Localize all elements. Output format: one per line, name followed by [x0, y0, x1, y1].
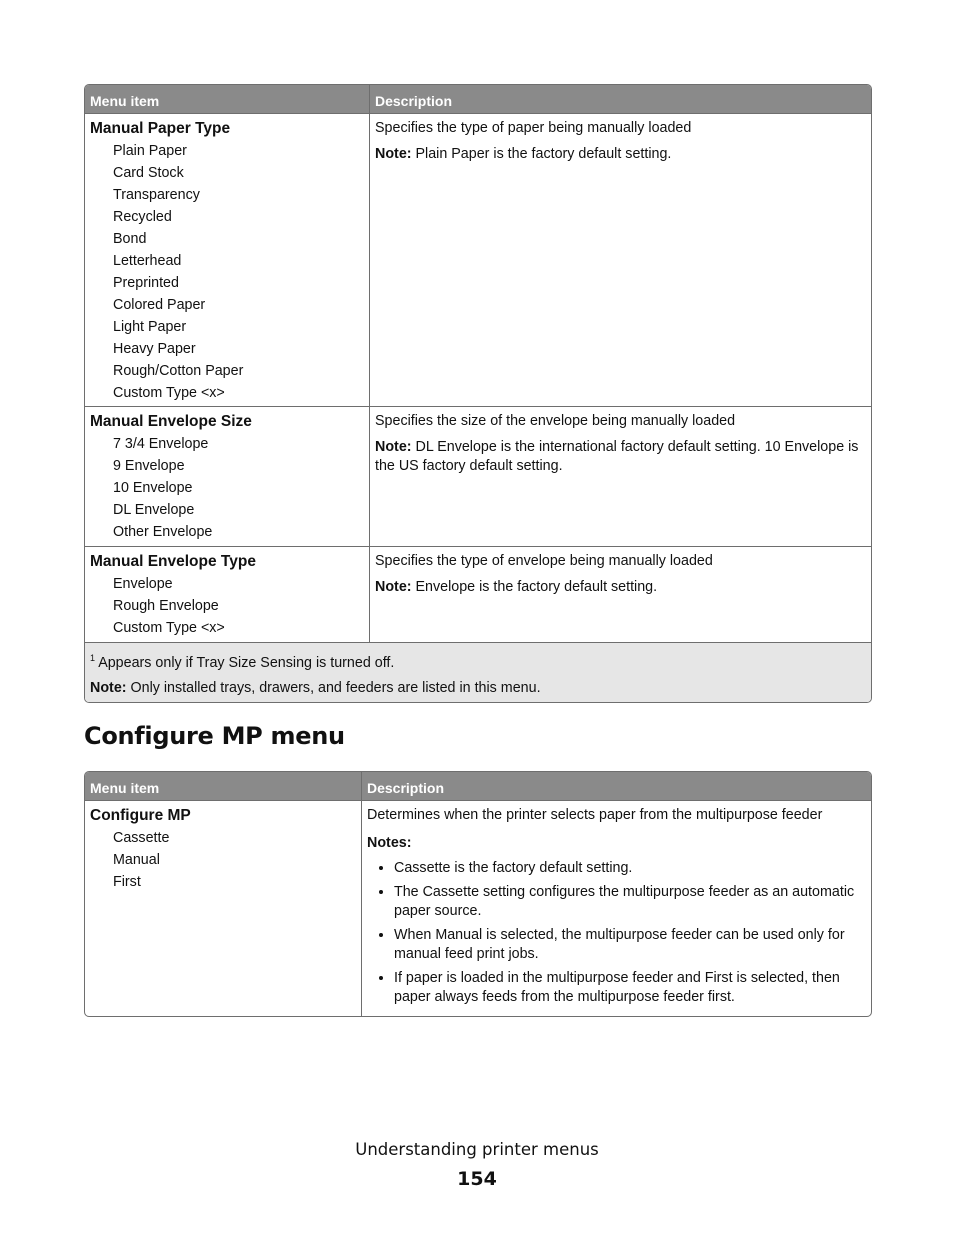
row-description: Specifies the type of paper being manually loaded — [375, 120, 692, 136]
row-note — [375, 145, 867, 164]
menu-option: Custom Type <x> — [113, 620, 225, 636]
list-item: • Cassette is the factory default setting. — [394, 859, 867, 878]
menu-option: Colored Paper — [113, 297, 206, 313]
notes-label: Notes: — [367, 835, 412, 851]
menu-option: DL Envelope — [113, 502, 195, 518]
table-row — [85, 406, 871, 546]
page-number: 154 — [457, 1168, 497, 1190]
notes-list — [367, 859, 867, 1007]
menu-option: Bond — [113, 231, 147, 247]
list-item: • When Manual is selected, the multipurpose feeder can be used only for manual feed print jobs. — [394, 926, 867, 964]
header-menu-item: Menu item — [85, 85, 370, 113]
note-label: Note: — [90, 679, 127, 696]
row-note — [375, 578, 867, 597]
list-item: • The Cassette setting configures the multipurpose feeder as an automatic paper source. — [394, 883, 867, 921]
option-list — [90, 827, 356, 893]
footnote-mark: 1 — [90, 653, 96, 663]
table-header — [85, 85, 871, 113]
menu-option: Heavy Paper — [113, 341, 196, 357]
header-menu-item: Menu item — [85, 772, 362, 800]
menu-option: Letterhead — [113, 253, 182, 269]
header-description: Description — [367, 780, 445, 796]
menu-option: 9 Envelope — [113, 458, 185, 474]
menu-option: Rough/Cotton Paper — [113, 363, 244, 379]
row-description: Specifies the type of envelope being manually loaded — [375, 553, 713, 569]
menu-option: First — [113, 874, 141, 890]
header-description: Description — [375, 93, 453, 109]
menu-option: Plain Paper — [113, 143, 187, 159]
row-description: Determines when the printer selects paper from the multipurpose feeder — [367, 807, 823, 823]
table-row — [85, 546, 871, 642]
table-row — [85, 800, 871, 1016]
option-list — [90, 573, 364, 639]
menu-option: Light Paper — [113, 319, 187, 335]
menu-option: Other Envelope — [113, 524, 213, 540]
menu-option: Card Stock — [113, 165, 184, 181]
menu-option: Transparency — [113, 187, 200, 203]
note-text: DL Envelope is the international factory default setting. 10 Envelope is the US factory default setting. — [375, 439, 859, 474]
menu-option: Preprinted — [113, 275, 179, 291]
menu-option: Recycled — [113, 209, 172, 225]
menu-table-2 — [84, 771, 872, 1017]
note-label: Note: — [375, 146, 412, 162]
note-text: Envelope is the factory default setting. — [411, 579, 658, 595]
menu-item-title: Manual Envelope Size — [90, 413, 252, 430]
menu-option: Custom Type <x> — [113, 385, 225, 401]
note-label: Note: — [375, 579, 412, 595]
table-row — [85, 113, 871, 406]
note-label: Note: — [375, 439, 412, 455]
menu-option: Rough Envelope — [113, 598, 219, 614]
footer-title: Understanding printer menus — [355, 1140, 599, 1159]
note-text: Only installed trays, drawers, and feeders are listed in this menu. — [126, 679, 541, 696]
menu-table-1 — [84, 84, 872, 703]
menu-option: Envelope — [113, 576, 173, 592]
note-text: Plain Paper is the factory default setting. — [411, 146, 672, 162]
footer-note — [90, 679, 866, 698]
option-list — [90, 433, 364, 543]
list-item: • If paper is loaded in the multipurpose feeder and First is selected, then paper always feeds from the multipurpose feeder first. — [394, 969, 867, 1007]
row-note — [375, 438, 867, 476]
footnote — [90, 649, 866, 673]
menu-option: 7 3/4 Envelope — [113, 436, 209, 452]
menu-option: Manual — [113, 852, 160, 868]
menu-item-title: Manual Paper Type — [90, 120, 231, 137]
table-header — [85, 772, 871, 800]
table-footnote — [85, 642, 871, 702]
menu-item-title: Manual Envelope Type — [90, 553, 256, 570]
menu-option: 10 Envelope — [113, 480, 193, 496]
footnote-text: Appears only if Tray Size Sensing is turned off. — [95, 654, 395, 671]
option-list — [90, 140, 364, 404]
menu-item-title: Configure MP — [90, 807, 191, 824]
section-heading: Configure MP menu — [84, 722, 345, 750]
row-description: Specifies the size of the envelope being manually loaded — [375, 413, 736, 429]
menu-option: Cassette — [113, 830, 170, 846]
